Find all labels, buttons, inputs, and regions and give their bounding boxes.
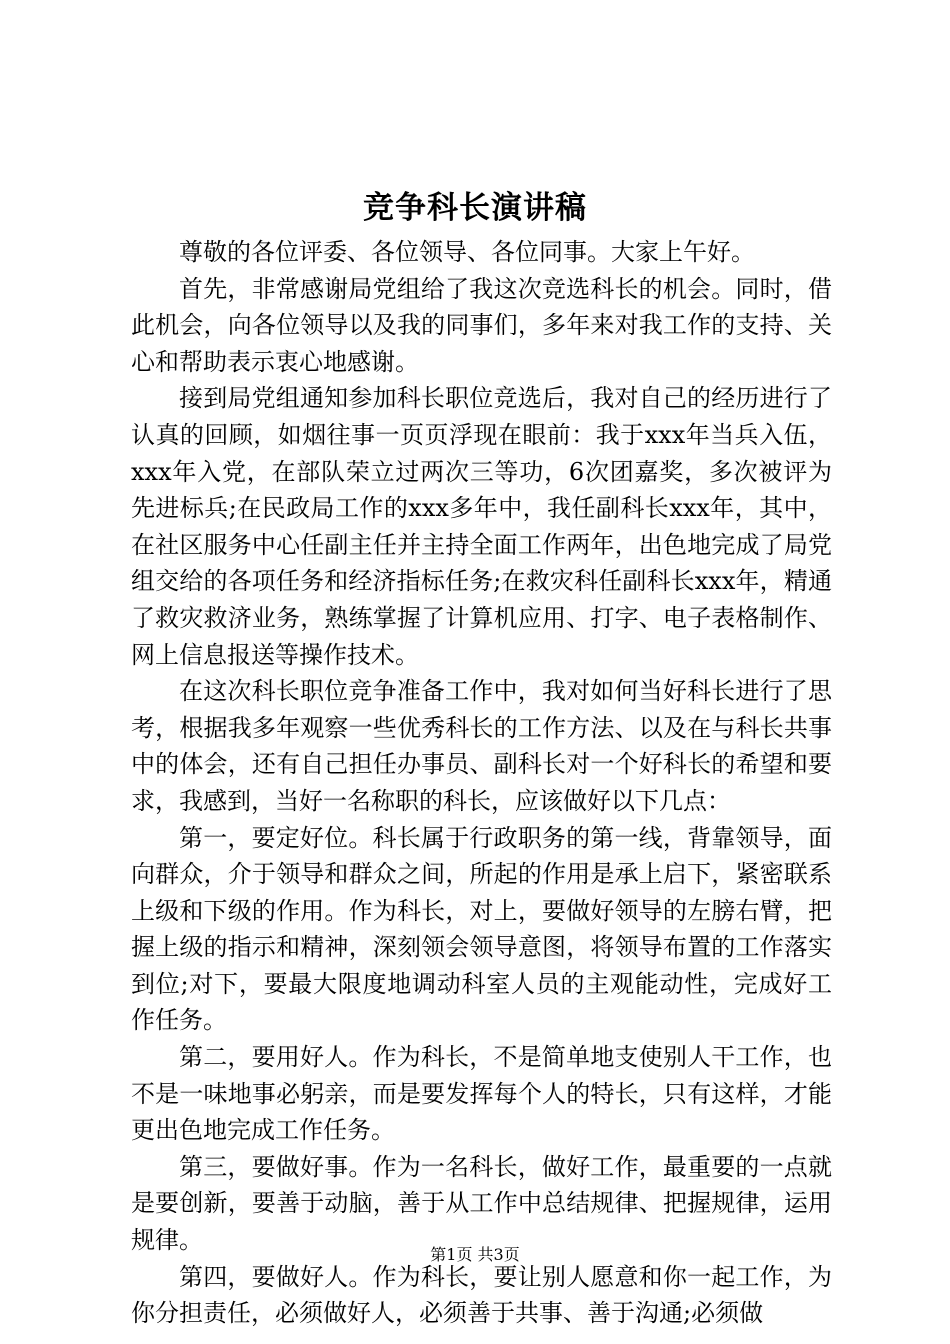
document-title: 竞争科长演讲稿: [363, 190, 587, 226]
paragraph-point-two: 第二，要用好人。作为科长，不是简单地支使别人干工作，也不是一味地事必躬亲，而是要发挥每个人的特长，只有这样，才能更出色地完成工作任务。: [131, 1043, 832, 1145]
paragraph-experience: 接到局党组通知参加科长职位竞选后，我对自己的经历进行了认真的回顾，如烟往事一页页浮现在眼前：我于xxx年当兵入伍，xxx年入党，在部队荣立过两次三等功，6次团嘉奖，多次被评为先进标兵;在民政局工作的xxx多年中，我任副科长xxx年，其中，在社区服务中心任副主任并主持全面工作两年，出色地完成了局党组交给的各项任务和经济指标任务;在救灾科任副科长xxx年，精通了救灾救济业务，熟练掌握了计算机应用、打字、电子表格制作、网上信息报送等操作技术。: [131, 384, 832, 669]
paragraph-greeting: 尊敬的各位评委、各位领导、各位同事。大家上午好。: [179, 238, 755, 266]
paragraph-point-one: 第一，要定好位。科长属于行政职务的第一线，背靠领导，面向群众，介于领导和群众之间，所起的作用是承上启下，紧密联系上级和下级的作用。作为科长，对上，要做好领导的左膀右臂，把握上级的指示和精神，深刻领会领导意图，将领导布置的工作落实到位;对下，要最大限度地调动科室人员的主观能动性，完成好工作任务。: [131, 823, 832, 1035]
document-body: [131, 234, 832, 1332]
paragraph-point-three: 第三，要做好事。作为一名科长，做好工作，最重要的一点就是要创新，要善于动脑，善于从工作中总结规律、把握规律，运用规律。: [131, 1152, 832, 1255]
paragraph-thanks: 首先，非常感谢局党组给了我这次竞选科长的机会。同时，借此机会，向各位领导以及我的同事们，多年来对我工作的支持、关心和帮助表示衷心地感谢。: [131, 274, 832, 376]
paragraph-point-four: 第四，要做好人。作为科长，要让别人愿意和你一起工作，为你分担责任，必须做好人，必须善于共事、善于沟通;必须做: [131, 1262, 832, 1328]
paragraph-reflection: 在这次科长职位竞争准备工作中，我对如何当好科长进行了思考，根据我多年观察一些优秀科长的工作方法、以及在与科长共事中的体会，还有自己担任办事员、副科长对一个好科长的希望和要求，我感到，当好一名称职的科长，应该做好以下几点：: [131, 677, 832, 815]
page-number-footer: 第1页 共3页: [430, 1245, 520, 1264]
